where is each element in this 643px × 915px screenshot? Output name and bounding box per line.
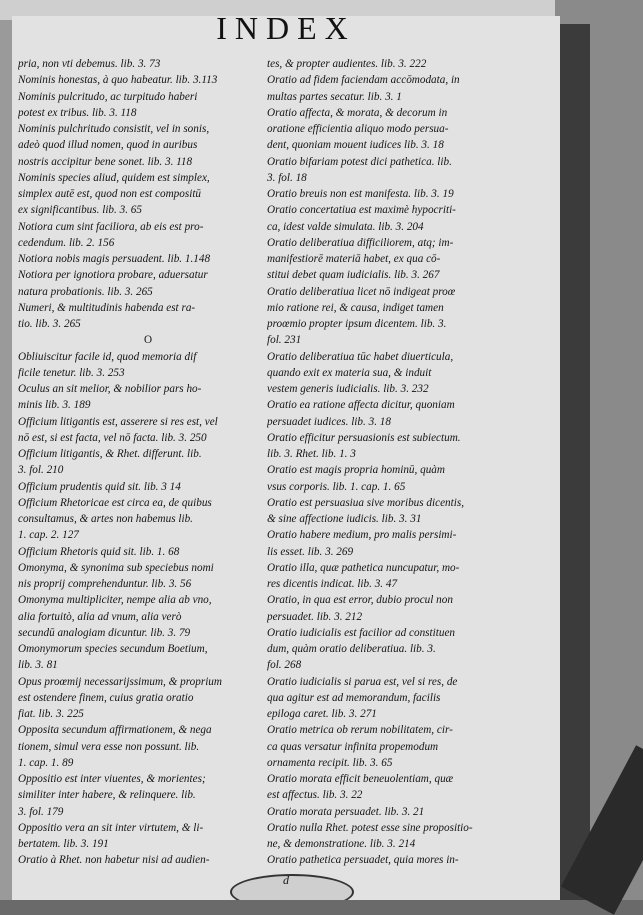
index-column-right bbox=[267, 56, 509, 869]
index-line: ex significantibus. lib. 3. 65 bbox=[18, 204, 142, 217]
index-line: Oratio deliberatiua licet nō indigeat proœ bbox=[267, 285, 456, 298]
index-line: oratione efficientia aliquo modo persua- bbox=[267, 123, 449, 135]
index-line: minis lib. 3. 189 bbox=[18, 399, 91, 412]
index-line: Oratio breuis non est manifesta. lib. 3. 19 bbox=[267, 188, 454, 200]
index-line: consultamus, & artes non habemus lib. bbox=[18, 513, 193, 525]
index-line: qua agitur est ad memorandum, facilis bbox=[267, 691, 441, 704]
index-line: ca quas versatur infinita propemodum bbox=[267, 740, 439, 753]
index-line: Notiora cum sint faciliora, ab eis est pro- bbox=[18, 220, 204, 233]
index-line: Officium prudentis quid sit. lib. 3 14 bbox=[18, 480, 181, 493]
index-line: Oratio pathetica persuadet, quia mores in- bbox=[267, 854, 459, 867]
index-line: ornamenta recipit. lib. 3. 65 bbox=[267, 756, 393, 769]
index-line: Omonyma, & synonima sub speciebus nomi bbox=[18, 561, 214, 574]
index-line: Oratio morata persuadet. lib. 3. 21 bbox=[267, 805, 425, 818]
index-line: fol. 268 bbox=[267, 659, 302, 672]
index-line: Notiora nobis magis persuadent. lib. 1.148 bbox=[18, 253, 211, 265]
index-line: pria, non vti debemus. lib. 3. 73 bbox=[18, 58, 161, 70]
index-line: alia fortuitò, alia ad vnum, alia verò bbox=[18, 610, 182, 623]
index-line: Nominis pulcritudo, ac turpitudo haberi bbox=[18, 90, 198, 103]
index-line: Oratio est magis propria hominū, quàm bbox=[267, 464, 445, 477]
index-line: persuadet. lib. 3. 212 bbox=[267, 610, 363, 623]
index-line: dent, quoniam mouent iudices lib. 3. 18 bbox=[267, 139, 444, 152]
index-line: Oratio iudicialis si parua est, vel si res, de bbox=[267, 675, 458, 688]
index-line: 3. fol. 210 bbox=[18, 464, 64, 477]
index-line: Numeri, & multitudinis habenda est ra- bbox=[18, 301, 196, 314]
index-line: Oppositio vera an sit inter virtutem, & li- bbox=[18, 821, 204, 834]
index-line: est affectus. lib. 3. 22 bbox=[267, 789, 363, 802]
index-line: O bbox=[143, 334, 153, 347]
index-line: est ostendere finem, cuius gratia oratio bbox=[18, 691, 194, 704]
index-line: Omonymorum species secundum Boetium, bbox=[18, 643, 208, 655]
index-line: quando exit ex materia sua, & induit bbox=[267, 366, 432, 379]
index-line: fiat. lib. 3. 225 bbox=[18, 708, 84, 720]
index-line: persuadet iudices. lib. 3. 18 bbox=[267, 415, 391, 428]
index-line: lib. 3. 81 bbox=[18, 659, 58, 672]
index-line: nis proprij comprehenduntur. lib. 3. 56 bbox=[18, 578, 192, 590]
index-line: Nominis pulchritudo consistit, vel in sonis, bbox=[18, 123, 210, 135]
index-line: Oratio bifariam potest dici pathetica. lib. bbox=[267, 155, 452, 168]
index-line: Oratio iudicialis est facilior ad constituen bbox=[267, 626, 456, 639]
index-line: lib. 3. Rhet. lib. 1. 3 bbox=[267, 448, 356, 460]
index-line: Oratio est persuasiua sive moribus dicentis, bbox=[267, 496, 465, 509]
index-line: Nominis honestas, à quo habeatur. lib. 3.113 bbox=[18, 74, 218, 87]
index-line: Obliuiscitur facile id, quod memoria dif bbox=[18, 350, 197, 363]
index-line: 3. fol. 18 bbox=[267, 171, 307, 184]
index-line: similiter inter habere, & relinquere. lib. bbox=[18, 789, 196, 802]
index-line: lis esset. lib. 3. 269 bbox=[267, 545, 354, 558]
index-line: Oratio à Rhet. non habetur nisi ad audien- bbox=[18, 854, 210, 867]
index-line: 3. fol. 179 bbox=[18, 805, 64, 818]
index-line: Oratio ea ratione affecta dicitur, quoniam bbox=[267, 399, 455, 412]
index-line: Officium litigantis est, asserere si res est, vel bbox=[18, 415, 218, 428]
index-line: Oratio nulla Rhet. potest esse sine propositio- bbox=[267, 821, 473, 834]
index-line: ca, idest valde simulata. lib. 3. 204 bbox=[267, 220, 424, 233]
book-page bbox=[12, 16, 560, 900]
signature-mark: d bbox=[283, 873, 289, 887]
index-line: manifestiorē materiā habet, ex qua cō- bbox=[267, 253, 441, 265]
index-line: multas partes secatur. lib. 3. 1 bbox=[267, 90, 402, 103]
index-line: Opus proœmij necessarijssimum, & proprium bbox=[18, 675, 222, 688]
index-line: potest ex tribus. lib. 3. 118 bbox=[18, 106, 137, 119]
index-line: Officium litigantis, & Rhet. differunt. lib. bbox=[18, 448, 202, 460]
index-line: Oratio habere medium, pro malis persimi- bbox=[267, 529, 457, 542]
index-line: Omonyma multipliciter, nempe alia ab vno, bbox=[18, 594, 212, 607]
index-line: bertatem. lib. 3. 191 bbox=[18, 838, 109, 850]
index-line: Oratio, in qua est error, dubio procul non bbox=[267, 594, 453, 607]
index-line: ne, & demonstratione. lib. 3. 214 bbox=[267, 838, 416, 850]
index-line: 1. cap. 1. 89 bbox=[18, 756, 74, 769]
index-column-left bbox=[18, 56, 278, 869]
index-line: Nominis species aliud, quidem est simplex, bbox=[18, 171, 210, 184]
book-spine bbox=[560, 24, 590, 900]
index-line: epiloga caret. lib. 3. 271 bbox=[267, 708, 377, 720]
index-line: nō est, si est facta, vel nō facta. lib. 3. 250 bbox=[18, 431, 207, 444]
index-line: Oratio morata efficit beneuolentiam, quæ bbox=[267, 773, 454, 785]
index-line: natura probationis. lib. 3. 265 bbox=[18, 285, 153, 298]
index-line: tes, & propter audientes. lib. 3. 222 bbox=[267, 58, 427, 70]
index-line: 1. cap. 2. 127 bbox=[18, 529, 79, 542]
index-line: Oratio efficitur persuasionis est subiectum. bbox=[267, 431, 461, 444]
index-line: Officium Rhetoris quid sit. lib. 1. 68 bbox=[18, 545, 180, 558]
index-line: vestem generis iudicialis. lib. 3. 232 bbox=[267, 383, 429, 395]
index-line: Notiora per ignotiora probare, aduersatur bbox=[18, 269, 208, 282]
index-line: Oratio concertatiua est maximè hypocriti- bbox=[267, 204, 456, 217]
index-line: fol. 231 bbox=[267, 334, 302, 347]
index-line: Opposita secundum affirmationem, & nega bbox=[18, 724, 212, 737]
index-line: nostris accipitur bene sonet. lib. 3. 118 bbox=[18, 155, 193, 168]
index-line: Oratio affecta, & morata, & decorum in bbox=[267, 106, 448, 119]
index-line: vsus corporis. lib. 1. cap. 1. 65 bbox=[267, 480, 406, 493]
index-line: tionem, simul vera esse non possunt. lib. bbox=[18, 740, 200, 753]
index-line: res dicentis indicat. lib. 3. 47 bbox=[267, 578, 398, 590]
index-line: Oppositio est inter viuentes, & morientes; bbox=[18, 773, 206, 785]
index-line: Oratio deliberatiua difficiliorem, atq; im- bbox=[267, 236, 454, 249]
index-line: Oratio deliberatiua tūc habet diuerticula, bbox=[267, 350, 454, 363]
index-line: simplex autē est, quod non est compositū bbox=[18, 188, 202, 200]
page-title: INDEX bbox=[216, 16, 356, 46]
index-line: dum, quàm oratio deliberatiua. lib. 3. bbox=[267, 643, 436, 655]
index-line: Officium Rhetoricae est circa ea, de quibus bbox=[18, 496, 212, 509]
index-line: Oratio ad fidem faciendam accōmodata, in bbox=[267, 74, 460, 87]
index-line: mio ratione rei, & causa, indiget tamen bbox=[267, 301, 444, 314]
index-line: stitui debet quam iudicialis. lib. 3. 267 bbox=[267, 269, 440, 282]
index-line: secundū analogiam dicuntur. lib. 3. 79 bbox=[18, 626, 191, 639]
index-line: cedendum. lib. 2. 156 bbox=[18, 236, 115, 249]
index-line: adeò quod illud nomen, quod in auribus bbox=[18, 139, 198, 152]
index-line: tio. lib. 3. 265 bbox=[18, 318, 81, 330]
index-line: Oratio illa, quæ pathetica nuncupatur, mo- bbox=[267, 561, 460, 574]
index-line: & sine affectione iudicis. lib. 3. 31 bbox=[267, 513, 422, 525]
index-line: proœmio propter ipsum dicentem. lib. 3. bbox=[267, 318, 447, 330]
index-line: Oculus an sit melior, & nobilior pars ho- bbox=[18, 383, 202, 395]
index-line: Oratio metrica ob rerum nobilitatem, cir- bbox=[267, 724, 453, 737]
index-line: ficile tenetur. lib. 3. 253 bbox=[18, 366, 125, 379]
